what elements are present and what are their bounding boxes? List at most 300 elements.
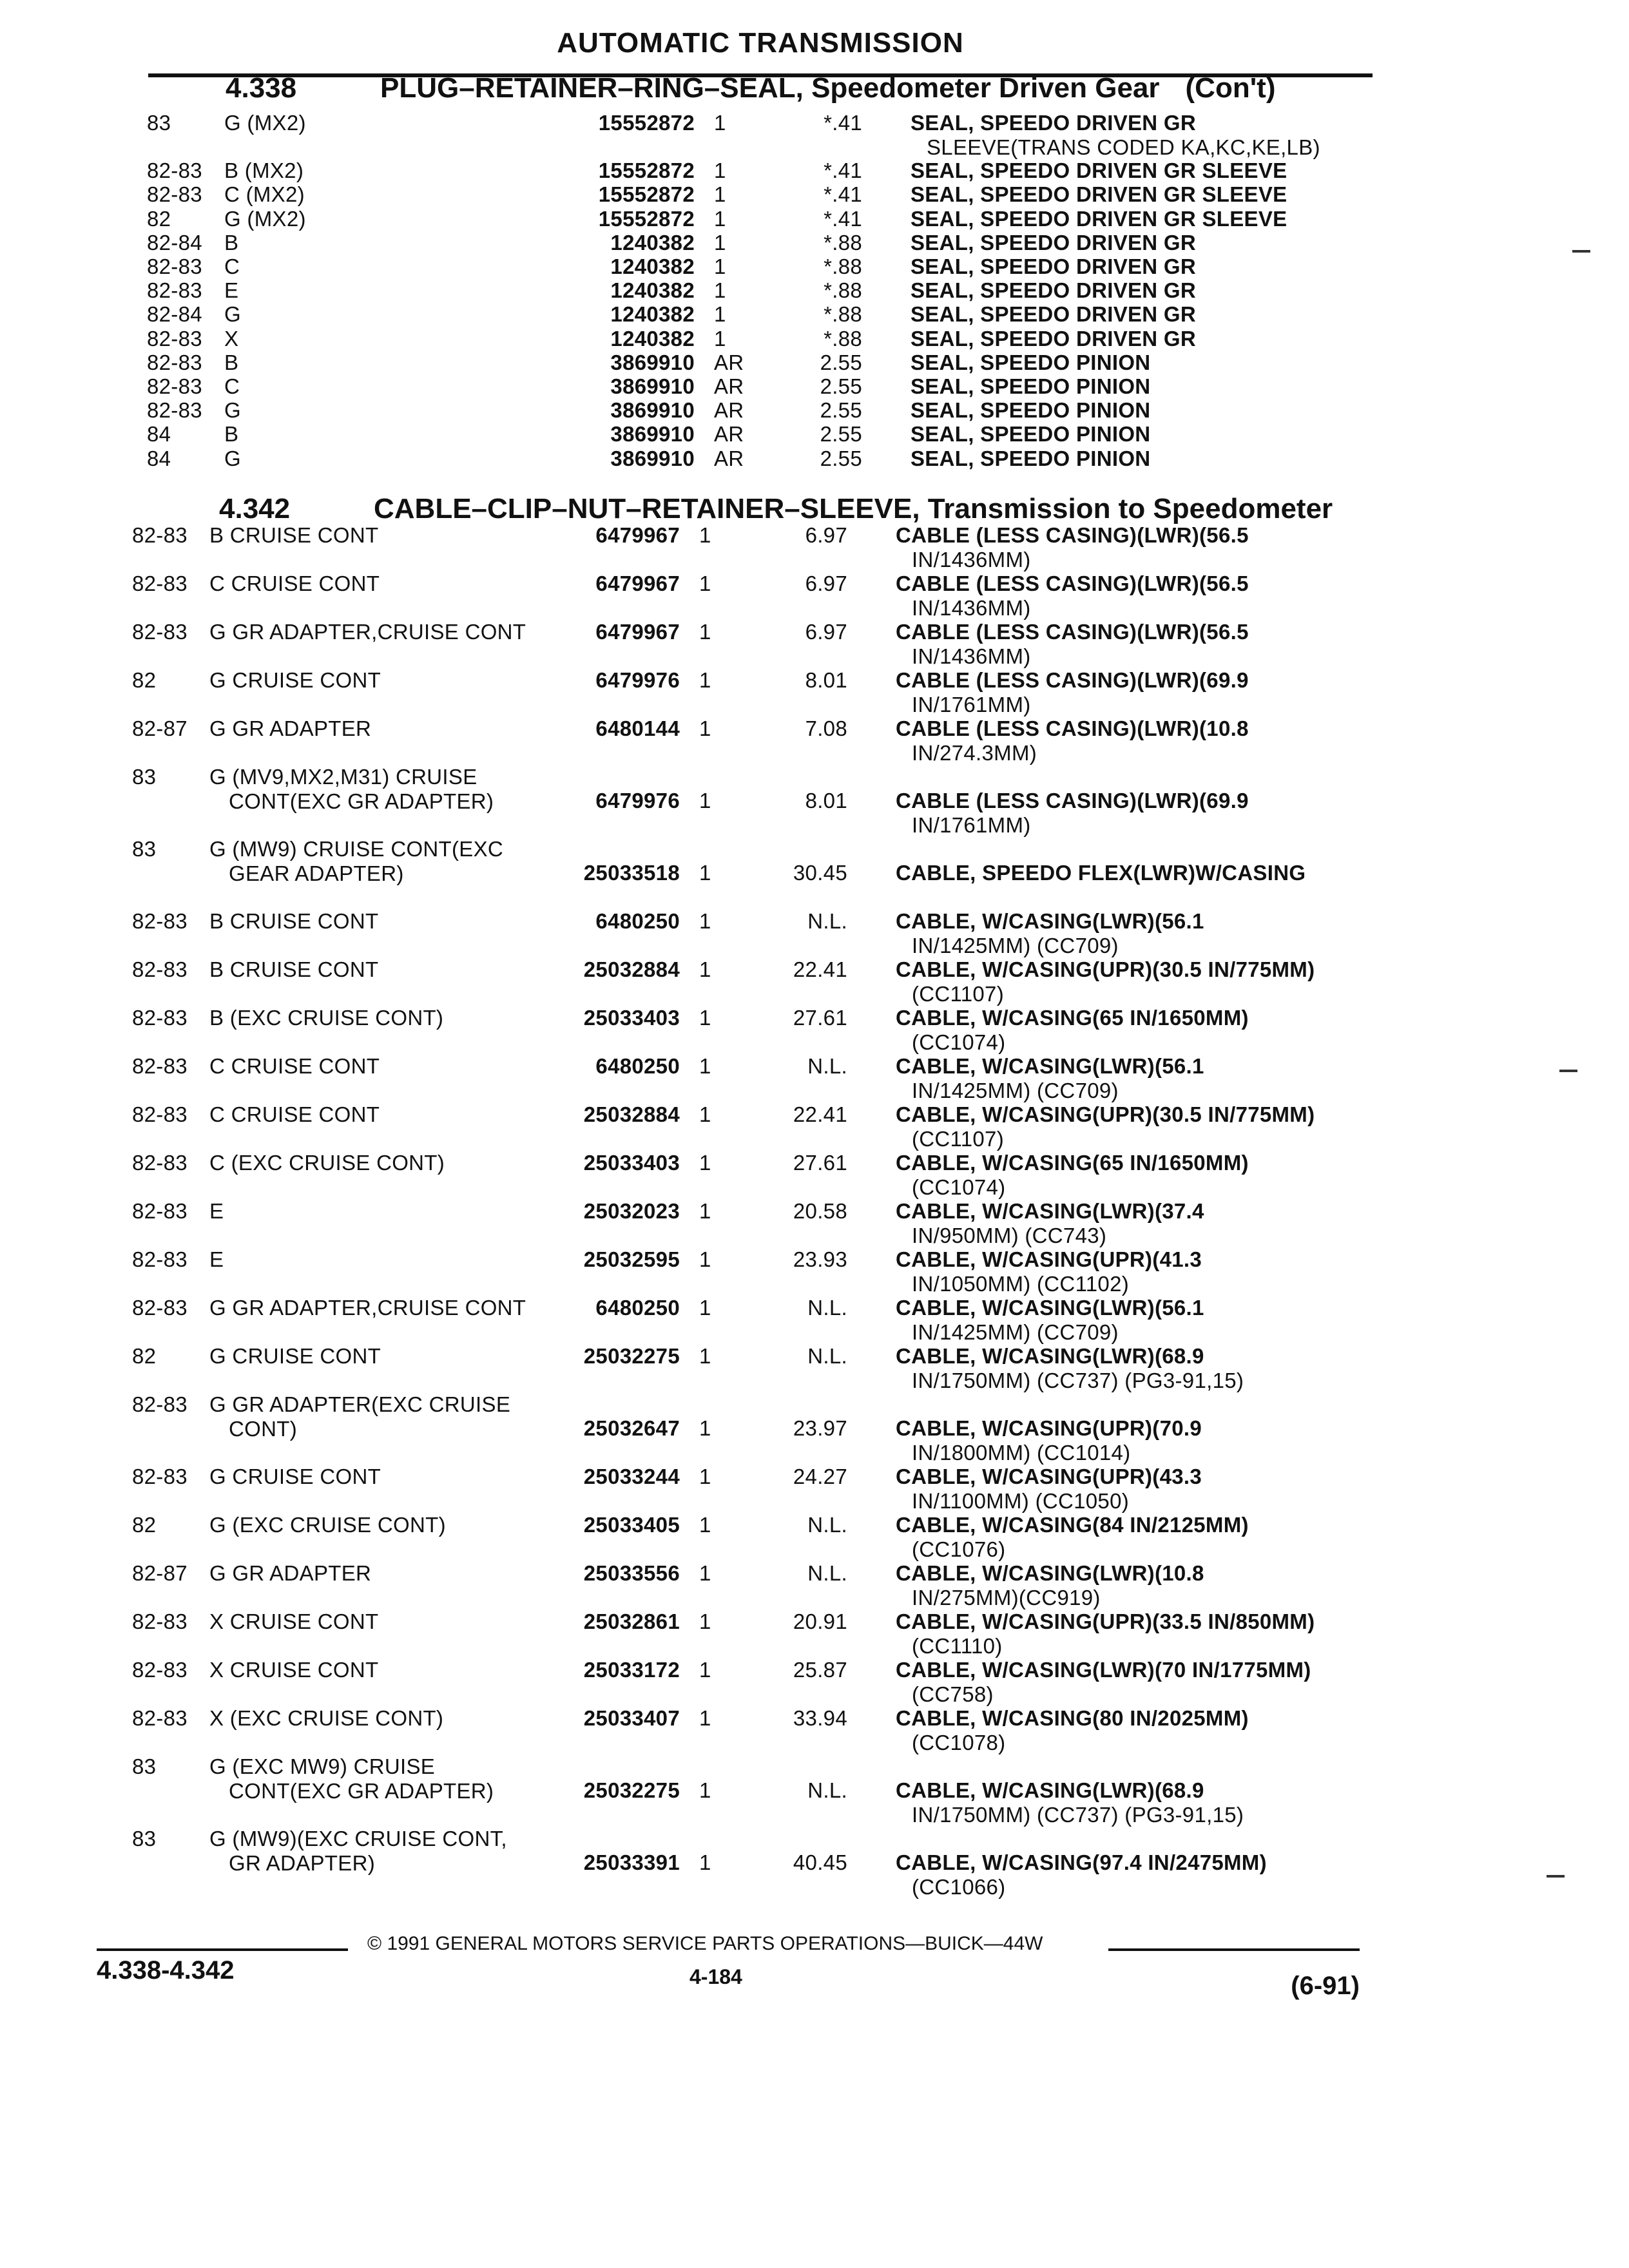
price: 20.58 — [793, 1199, 847, 1223]
part-name-line: (CC1066) — [912, 1875, 1006, 1899]
quantity: 1 — [699, 957, 711, 981]
quantity: 1 — [699, 716, 711, 740]
quantity: 1 — [699, 523, 711, 547]
part-name-line: (CC1076) — [912, 1537, 1006, 1561]
part-number: 25032647 — [583, 1416, 680, 1440]
model-year: 83 — [132, 837, 157, 861]
model-year: 82-83 — [132, 1151, 188, 1175]
part-name-line: SEAL, SPEEDO DRIVEN GR — [911, 278, 1197, 303]
description-line: C (MX2) — [224, 182, 305, 207]
part-name-line: CABLE (LESS CASING)(LWR)(56.5 — [896, 572, 1249, 595]
quantity: 1 — [699, 1561, 711, 1585]
part-number: 3869910 — [610, 446, 695, 470]
part-number: 1240382 — [610, 326, 695, 351]
section-number: 4.338 — [226, 72, 297, 104]
part-name-line: (CC1074) — [912, 1175, 1006, 1199]
quantity: 1 — [699, 1610, 711, 1633]
part-number: 25033407 — [583, 1706, 680, 1730]
part-number: 25032861 — [583, 1610, 680, 1633]
price: *.41 — [824, 182, 862, 207]
part-name — [896, 1199, 1392, 1248]
part-name-line: CABLE, W/CASING(65 IN/1650MM) — [896, 1006, 1249, 1030]
model-year: 83 — [147, 111, 171, 135]
model-year: 82-83 — [147, 255, 202, 278]
part-name-line: IN/950MM) (CC743) — [912, 1224, 1107, 1247]
part-name-line: CABLE, W/CASING(65 IN/1650MM) — [896, 1151, 1249, 1175]
part-name-line: IN/1761MM) — [912, 693, 1031, 716]
section-title: CABLE–CLIP–NUT–RETAINER–SLEEVE, Transmission to Speedometer — [374, 493, 1333, 524]
footer-copyright: © 1991 GENERAL MOTORS SERVICE PARTS OPERATIONS—BUICK—44W — [367, 1933, 1043, 1954]
price: 2.55 — [820, 374, 862, 398]
part-name-line: SEAL, SPEEDO PINION — [911, 374, 1151, 398]
quantity: 1 — [699, 909, 711, 933]
part-name-line: (CC1107) — [912, 982, 1005, 1006]
description-line: G (MV9,MX2,M31) CRUISE — [209, 765, 477, 789]
price: N.L. — [807, 909, 847, 933]
part-name-line: SEAL, SPEEDO PINION — [911, 422, 1151, 447]
quantity: 1 — [699, 861, 711, 885]
description-line: G (EXC MW9) CRUISE — [209, 1754, 436, 1778]
description-line: G (MX2) — [224, 111, 306, 135]
part-name-line: IN/1436MM) — [912, 548, 1031, 572]
part-number: 15552872 — [598, 182, 695, 207]
part-number: 3869910 — [610, 350, 695, 374]
model-year: 82-84 — [147, 230, 202, 255]
part-name — [896, 909, 1392, 958]
part-name-line: IN/1100MM) (CC1050) — [912, 1489, 1130, 1513]
model-year: 82-83 — [147, 350, 202, 374]
part-name-line: IN/1750MM) (CC737) (PG3-91,15) — [912, 1803, 1244, 1827]
quantity: 1 — [699, 1296, 711, 1320]
quantity: AR — [714, 422, 744, 447]
quantity: 1 — [699, 1054, 711, 1078]
part-name-line: CABLE, W/CASING(LWR)(68.9 — [896, 1344, 1204, 1368]
price: N.L. — [807, 1561, 847, 1585]
footer-date-code: (6-91) — [1291, 1972, 1360, 2000]
description-line: C CRUISE CONT — [209, 572, 380, 595]
description-line: X CRUISE CONT — [209, 1658, 379, 1682]
price: 23.93 — [793, 1247, 847, 1271]
part-number: 6480250 — [595, 1054, 680, 1078]
section-number: 4.342 — [219, 493, 291, 524]
part-name — [911, 327, 1407, 351]
part-name — [911, 207, 1407, 231]
part-number: 15552872 — [598, 111, 695, 135]
price: 24.27 — [793, 1465, 847, 1488]
price: N.L. — [807, 1344, 847, 1368]
price: 8.01 — [805, 668, 847, 692]
part-name-line: CABLE (LESS CASING)(LWR)(56.5 — [896, 620, 1249, 644]
description-line: E — [224, 278, 239, 303]
quantity: 1 — [714, 182, 726, 207]
description-line: E — [209, 1199, 224, 1223]
price: 20.91 — [793, 1610, 847, 1633]
description-line: G — [224, 446, 241, 470]
model-year: 83 — [132, 765, 157, 789]
margin-tick — [1559, 1070, 1577, 1072]
model-year: 84 — [147, 446, 171, 470]
description-line: G GR ADAPTER,CRUISE CONT — [209, 620, 526, 644]
price: 8.01 — [805, 789, 847, 812]
quantity: 1 — [699, 1199, 711, 1223]
page-title: AUTOMATIC TRANSMISSION — [557, 27, 964, 59]
model-year: 82-83 — [132, 1102, 188, 1126]
description-line: CONT(EXC GR ADAPTER) — [229, 789, 494, 813]
part-name — [896, 861, 1392, 885]
part-name-line: CABLE, W/CASING(UPR)(30.5 IN/775MM) — [896, 957, 1315, 981]
quantity: 1 — [714, 159, 726, 183]
description-line: GR ADAPTER) — [229, 1851, 376, 1875]
price: *.41 — [824, 206, 862, 231]
part-name — [896, 789, 1392, 838]
quantity: 1 — [699, 1706, 711, 1730]
price: *.41 — [824, 159, 862, 183]
quantity: AR — [714, 374, 744, 398]
price: 6.97 — [805, 572, 847, 595]
part-number: 25033391 — [583, 1850, 680, 1874]
quantity: 1 — [699, 1247, 711, 1271]
part-name-line: CABLE, W/CASING(LWR)(37.4 — [896, 1199, 1204, 1223]
model-year: 82-83 — [132, 1706, 188, 1730]
description-line: G (EXC CRUISE CONT) — [209, 1513, 446, 1537]
description-line: C — [224, 255, 240, 278]
part-name-line: IN/1761MM) — [912, 813, 1031, 837]
description-line: X — [224, 326, 239, 351]
model-year: 82 — [132, 1344, 157, 1368]
price: 22.41 — [793, 1102, 847, 1126]
price: 27.61 — [793, 1151, 847, 1175]
part-number: 25032595 — [583, 1247, 680, 1271]
price: 22.41 — [793, 957, 847, 981]
part-name-line: CABLE, W/CASING(97.4 IN/2475MM) — [896, 1850, 1267, 1874]
model-year: 84 — [147, 422, 171, 447]
part-name-line: SEAL, SPEEDO PINION — [911, 350, 1151, 374]
quantity: 1 — [714, 255, 726, 278]
footer-rule-left — [97, 1948, 348, 1951]
part-number: 6479967 — [595, 523, 680, 547]
part-name-line: (CC1107) — [912, 1127, 1005, 1151]
price: *.88 — [824, 230, 862, 255]
part-name — [896, 523, 1392, 572]
part-name-line: CABLE (LESS CASING)(LWR)(56.5 — [896, 523, 1249, 547]
description-line: GEAR ADAPTER) — [229, 861, 404, 885]
quantity: 1 — [714, 326, 726, 351]
price: 25.87 — [793, 1658, 847, 1682]
description-line: CONT(EXC GR ADAPTER) — [229, 1779, 494, 1803]
part-name — [911, 278, 1407, 303]
part-name-line: IN/1050MM) (CC1102) — [912, 1272, 1130, 1296]
part-number: 6479976 — [595, 668, 680, 692]
part-name-line: SEAL, SPEEDO DRIVEN GR — [911, 326, 1197, 351]
part-name — [896, 620, 1392, 669]
model-year: 82-83 — [147, 182, 202, 207]
description-line: B — [224, 350, 239, 374]
quantity: 1 — [699, 620, 711, 644]
part-name-line: IN/1436MM) — [912, 596, 1031, 620]
part-name-line: SEAL, SPEEDO DRIVEN GR — [911, 302, 1197, 327]
part-name-line: CABLE, W/CASING(LWR)(56.1 — [896, 909, 1204, 933]
quantity: 1 — [714, 278, 726, 303]
part-name-line: CABLE, W/CASING(UPR)(30.5 IN/775MM) — [896, 1102, 1315, 1126]
part-name — [896, 957, 1392, 1006]
description-line: G (MX2) — [224, 206, 306, 231]
model-year: 82-83 — [132, 909, 188, 933]
model-year: 82 — [132, 668, 157, 692]
section-heading — [226, 72, 1275, 104]
part-name-line: (CC1074) — [912, 1030, 1006, 1054]
section-continued: (Con't) — [1185, 72, 1276, 104]
part-name — [896, 1296, 1392, 1345]
price: *.41 — [824, 111, 862, 135]
price: N.L. — [807, 1513, 847, 1537]
part-number: 25033518 — [583, 861, 680, 885]
part-number: 3869910 — [610, 374, 695, 398]
part-name — [896, 1561, 1392, 1610]
part-number: 1240382 — [610, 302, 695, 327]
description-line: G CRUISE CONT — [209, 1344, 381, 1368]
description-line: B — [224, 422, 239, 447]
part-name-line: (CC1110) — [912, 1634, 1003, 1658]
part-number: 6480250 — [595, 1296, 680, 1320]
model-year: 82-83 — [147, 374, 202, 398]
description-line: B (EXC CRUISE CONT) — [209, 1006, 444, 1030]
quantity: 1 — [699, 1151, 711, 1175]
part-number: 25033556 — [583, 1561, 680, 1585]
part-name — [911, 302, 1407, 327]
part-number: 6480250 — [595, 909, 680, 933]
model-year: 82-83 — [132, 1610, 188, 1633]
part-number: 15552872 — [598, 159, 695, 183]
part-number: 25032275 — [583, 1344, 680, 1368]
section-heading — [219, 493, 1333, 525]
description-line: X CRUISE CONT — [209, 1610, 379, 1633]
part-name — [911, 422, 1407, 447]
part-number: 1240382 — [610, 278, 695, 303]
part-name-line: SEAL, SPEEDO DRIVEN GR — [911, 111, 1197, 135]
part-name-line: IN/275MM)(CC919) — [912, 1586, 1101, 1610]
price: 40.45 — [793, 1850, 847, 1874]
description-line: B CRUISE CONT — [209, 523, 379, 547]
part-number: 25033244 — [583, 1465, 680, 1488]
part-name — [911, 159, 1407, 183]
part-number: 3869910 — [610, 398, 695, 423]
price: 2.55 — [820, 446, 862, 470]
part-name-line: CABLE, SPEEDO FLEX(LWR)W/CASING — [896, 861, 1306, 885]
quantity: AR — [714, 350, 744, 374]
part-name-line: CABLE (LESS CASING)(LWR)(69.9 — [896, 668, 1249, 692]
model-year: 82 — [132, 1513, 157, 1537]
part-name-line: SEAL, SPEEDO DRIVEN GR — [911, 255, 1197, 278]
part-name — [911, 231, 1407, 255]
part-name — [911, 374, 1407, 399]
description-line: B CRUISE CONT — [209, 909, 379, 933]
quantity: 1 — [699, 1513, 711, 1537]
part-name-line: IN/1425MM) (CC709) — [912, 1320, 1119, 1344]
part-name — [911, 182, 1407, 207]
part-number: 15552872 — [598, 206, 695, 231]
part-name — [896, 1102, 1392, 1151]
model-year: 82 — [147, 206, 171, 231]
part-number: 25032884 — [583, 957, 680, 981]
part-name — [911, 351, 1407, 375]
model-year: 82-83 — [147, 278, 202, 303]
quantity: 1 — [699, 572, 711, 595]
part-name-line: CABLE, W/CASING(LWR)(56.1 — [896, 1054, 1204, 1078]
price: *.88 — [824, 302, 862, 327]
price: 2.55 — [820, 350, 862, 374]
description-line: E — [209, 1247, 224, 1271]
part-name-line: SEAL, SPEEDO PINION — [911, 446, 1151, 470]
part-name-line: (CC1078) — [912, 1731, 1006, 1754]
part-name-line: CABLE, W/CASING(LWR)(56.1 — [896, 1296, 1204, 1320]
price: 23.97 — [793, 1416, 847, 1440]
part-name-line: SLEEVE(TRANS CODED KA,KC,KE,LB) — [927, 135, 1320, 159]
part-name-line: SEAL, SPEEDO DRIVEN GR SLEEVE — [911, 159, 1287, 183]
model-year: 82-83 — [132, 1296, 188, 1320]
price: N.L. — [807, 1778, 847, 1802]
part-name — [896, 1416, 1392, 1465]
part-name — [896, 1247, 1392, 1296]
description-line: G (MW9) CRUISE CONT(EXC — [209, 837, 504, 861]
model-year: 82-83 — [147, 326, 202, 351]
description-line: G — [224, 398, 241, 423]
part-name-line: IN/1425MM) (CC709) — [912, 934, 1119, 957]
description-line: B (MX2) — [224, 159, 304, 183]
model-year: 83 — [132, 1827, 157, 1850]
margin-tick — [1547, 1875, 1565, 1878]
quantity: 1 — [699, 1416, 711, 1440]
quantity: 1 — [699, 1102, 711, 1126]
part-name — [896, 1778, 1392, 1827]
part-number: 1240382 — [610, 255, 695, 278]
price: 2.55 — [820, 422, 862, 447]
part-name — [896, 1513, 1392, 1562]
model-year: 82-83 — [132, 1392, 188, 1416]
price: 30.45 — [793, 861, 847, 885]
quantity: 1 — [699, 1778, 711, 1802]
quantity: 1 — [699, 1850, 711, 1874]
part-name — [911, 447, 1407, 471]
footer-rule-right — [1108, 1948, 1360, 1951]
part-number: 6479967 — [595, 572, 680, 595]
part-name — [911, 255, 1407, 279]
model-year: 82-83 — [132, 957, 188, 981]
price: *.88 — [824, 278, 862, 303]
description-line: G GR ADAPTER — [209, 716, 372, 740]
description-line: C (EXC CRUISE CONT) — [209, 1151, 445, 1175]
model-year: 82-83 — [132, 1247, 188, 1271]
description-line: B — [224, 230, 239, 255]
part-name-line: IN/1436MM) — [912, 644, 1031, 668]
description-line: G GR ADAPTER,CRUISE CONT — [209, 1296, 526, 1320]
quantity: 1 — [699, 1344, 711, 1368]
model-year: 82-87 — [132, 716, 188, 740]
part-name-line: SEAL, SPEEDO PINION — [911, 398, 1151, 423]
price: 27.61 — [793, 1006, 847, 1030]
description-line: C CRUISE CONT — [209, 1102, 380, 1126]
model-year: 82-83 — [132, 1054, 188, 1078]
part-name-line: CABLE, W/CASING(LWR)(10.8 — [896, 1561, 1204, 1585]
quantity: 1 — [699, 1658, 711, 1682]
part-name-line: IN/1750MM) (CC737) (PG3-91,15) — [912, 1369, 1244, 1392]
part-name-line: CABLE, W/CASING(UPR)(43.3 — [896, 1465, 1202, 1488]
description-line: G CRUISE CONT — [209, 668, 381, 692]
model-year: 82-83 — [132, 523, 188, 547]
part-name-line: CABLE, W/CASING(80 IN/2025MM) — [896, 1706, 1249, 1730]
part-name-line: (CC758) — [912, 1682, 994, 1706]
price: N.L. — [807, 1054, 847, 1078]
model-year: 82-83 — [132, 1199, 188, 1223]
description-line: G GR ADAPTER — [209, 1561, 372, 1585]
part-name — [896, 1850, 1392, 1899]
part-name-line: CABLE, W/CASING(LWR)(70 IN/1775MM) — [896, 1658, 1311, 1682]
quantity: 1 — [714, 111, 726, 135]
description-line: G — [224, 302, 241, 327]
price: *.88 — [824, 326, 862, 351]
part-number: 25033172 — [583, 1658, 680, 1682]
part-number: 25033403 — [583, 1006, 680, 1030]
description-line: C — [224, 374, 240, 398]
description-line: G GR ADAPTER(EXC CRUISE — [209, 1392, 511, 1416]
price: 2.55 — [820, 398, 862, 423]
model-year: 82-83 — [147, 398, 202, 423]
part-number: 6480144 — [595, 716, 680, 740]
model-year: 82-83 — [147, 159, 202, 183]
part-name-line: IN/1425MM) (CC709) — [912, 1079, 1119, 1102]
model-year: 82-87 — [132, 1561, 188, 1585]
model-year: 82-83 — [132, 1658, 188, 1682]
model-year: 82-83 — [132, 572, 188, 595]
part-name — [896, 1006, 1392, 1055]
part-name-line: SEAL, SPEEDO DRIVEN GR SLEEVE — [911, 182, 1287, 207]
description-line: B CRUISE CONT — [209, 957, 379, 981]
part-name-line: CABLE, W/CASING(84 IN/2125MM) — [896, 1513, 1249, 1537]
part-number: 1240382 — [610, 230, 695, 255]
part-number: 6479967 — [595, 620, 680, 644]
price: 33.94 — [793, 1706, 847, 1730]
model-year: 82-83 — [132, 1465, 188, 1488]
model-year: 82-83 — [132, 620, 188, 644]
part-name — [896, 1465, 1392, 1514]
price: 6.97 — [805, 523, 847, 547]
part-name — [896, 1706, 1392, 1755]
part-name-line: SEAL, SPEEDO DRIVEN GR SLEEVE — [911, 206, 1287, 231]
price: N.L. — [807, 1296, 847, 1320]
part-name — [896, 716, 1392, 765]
part-name-line: CABLE, W/CASING(UPR)(70.9 — [896, 1416, 1202, 1440]
part-name-line: SEAL, SPEEDO DRIVEN GR — [911, 230, 1197, 255]
description-line: X (EXC CRUISE CONT) — [209, 1706, 444, 1730]
part-number: 25033405 — [583, 1513, 680, 1537]
quantity: 1 — [699, 1465, 711, 1488]
description-line: CONT) — [229, 1417, 297, 1441]
part-name — [896, 668, 1392, 717]
model-year: 82-83 — [132, 1006, 188, 1030]
quantity: 1 — [714, 206, 726, 231]
footer-section-range: 4.338-4.342 — [97, 1956, 235, 1984]
part-name-line: CABLE (LESS CASING)(LWR)(10.8 — [896, 716, 1249, 740]
price: *.88 — [824, 255, 862, 278]
part-name-line: CABLE, W/CASING(UPR)(41.3 — [896, 1247, 1202, 1271]
margin-tick — [1572, 250, 1590, 253]
price: 6.97 — [805, 620, 847, 644]
part-name — [896, 1610, 1392, 1658]
quantity: AR — [714, 398, 744, 423]
part-number: 25033403 — [583, 1151, 680, 1175]
part-number: 25032884 — [583, 1102, 680, 1126]
part-name — [911, 398, 1407, 423]
part-number: 6479976 — [595, 789, 680, 812]
